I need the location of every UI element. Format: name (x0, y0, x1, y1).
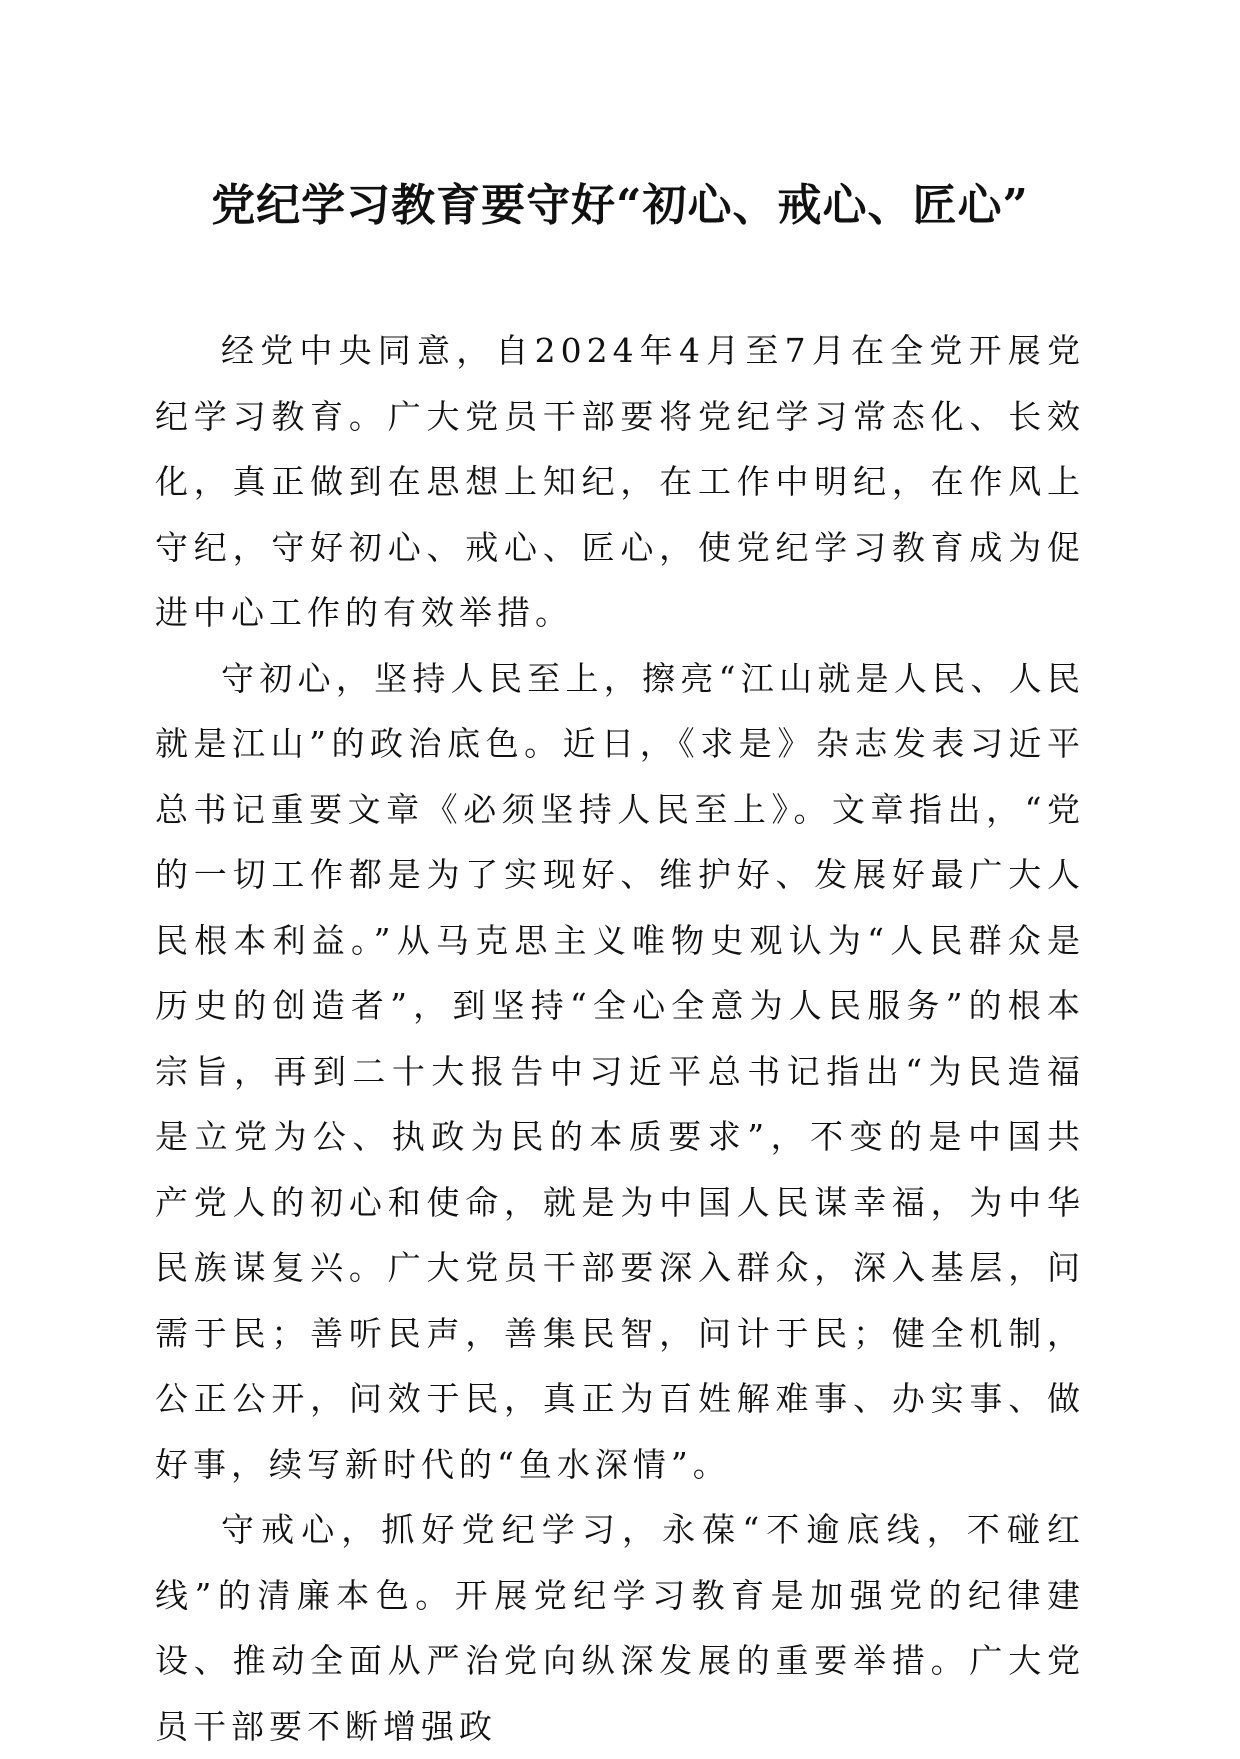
paragraph-vigilance: 守戒心，抓好党纪学习，永葆“不逾底线，不碰红线”的清廉本色。开展党纪学习教育是加强党的纪律建设、推动全面从严治党向纵深发展的重要举措。广大党员干部要不断增强政 (155, 1510, 1085, 1746)
paragraph-intro: 经党中央同意，自2024年4月至7月在全党开展党纪学习教育。广大党员干部要将党纪学习常态化、长效化，真正做到在思想上知纪，在工作中明纪，在作风上守纪，守好初心、戒心、匠心，使党纪学习教育成为促进中心工作的有效举措。 (155, 331, 1085, 632)
document-body (155, 318, 1085, 1759)
paragraph-original-aspiration: 守初心，坚持人民至上，擦亮“江山就是人民、人民就是江山”的政治底色。近日，《求是》杂志发表习近平总书记重要文章《必须坚持人民至上》。文章指出，“党的一切工作都是为了实现好、维护好、发展好最广大人民根本利益。”从马克思主义唯物史观认为“人民群众是历史的创造者”，到坚持“全心全意为人民服务”的根本宗旨，再到二十大报告中习近平总书记指出“为民造福是立党为公、执政为民的本质要求”，不变的是中国共产党人的初心和使命，就是为中国人民谋幸福，为中华民族谋复兴。广大党员干部要深入群众，深入基层，问需于民；善听民声，善集民智，问计于民；健全机制，公正公开，问效于民，真正为百姓解难事、办实事、做好事，续写新时代的“鱼水深情”。 (155, 658, 1085, 1484)
document-title: 党纪学习教育要守好“初心、戒心、匠心” (211, 180, 1029, 231)
